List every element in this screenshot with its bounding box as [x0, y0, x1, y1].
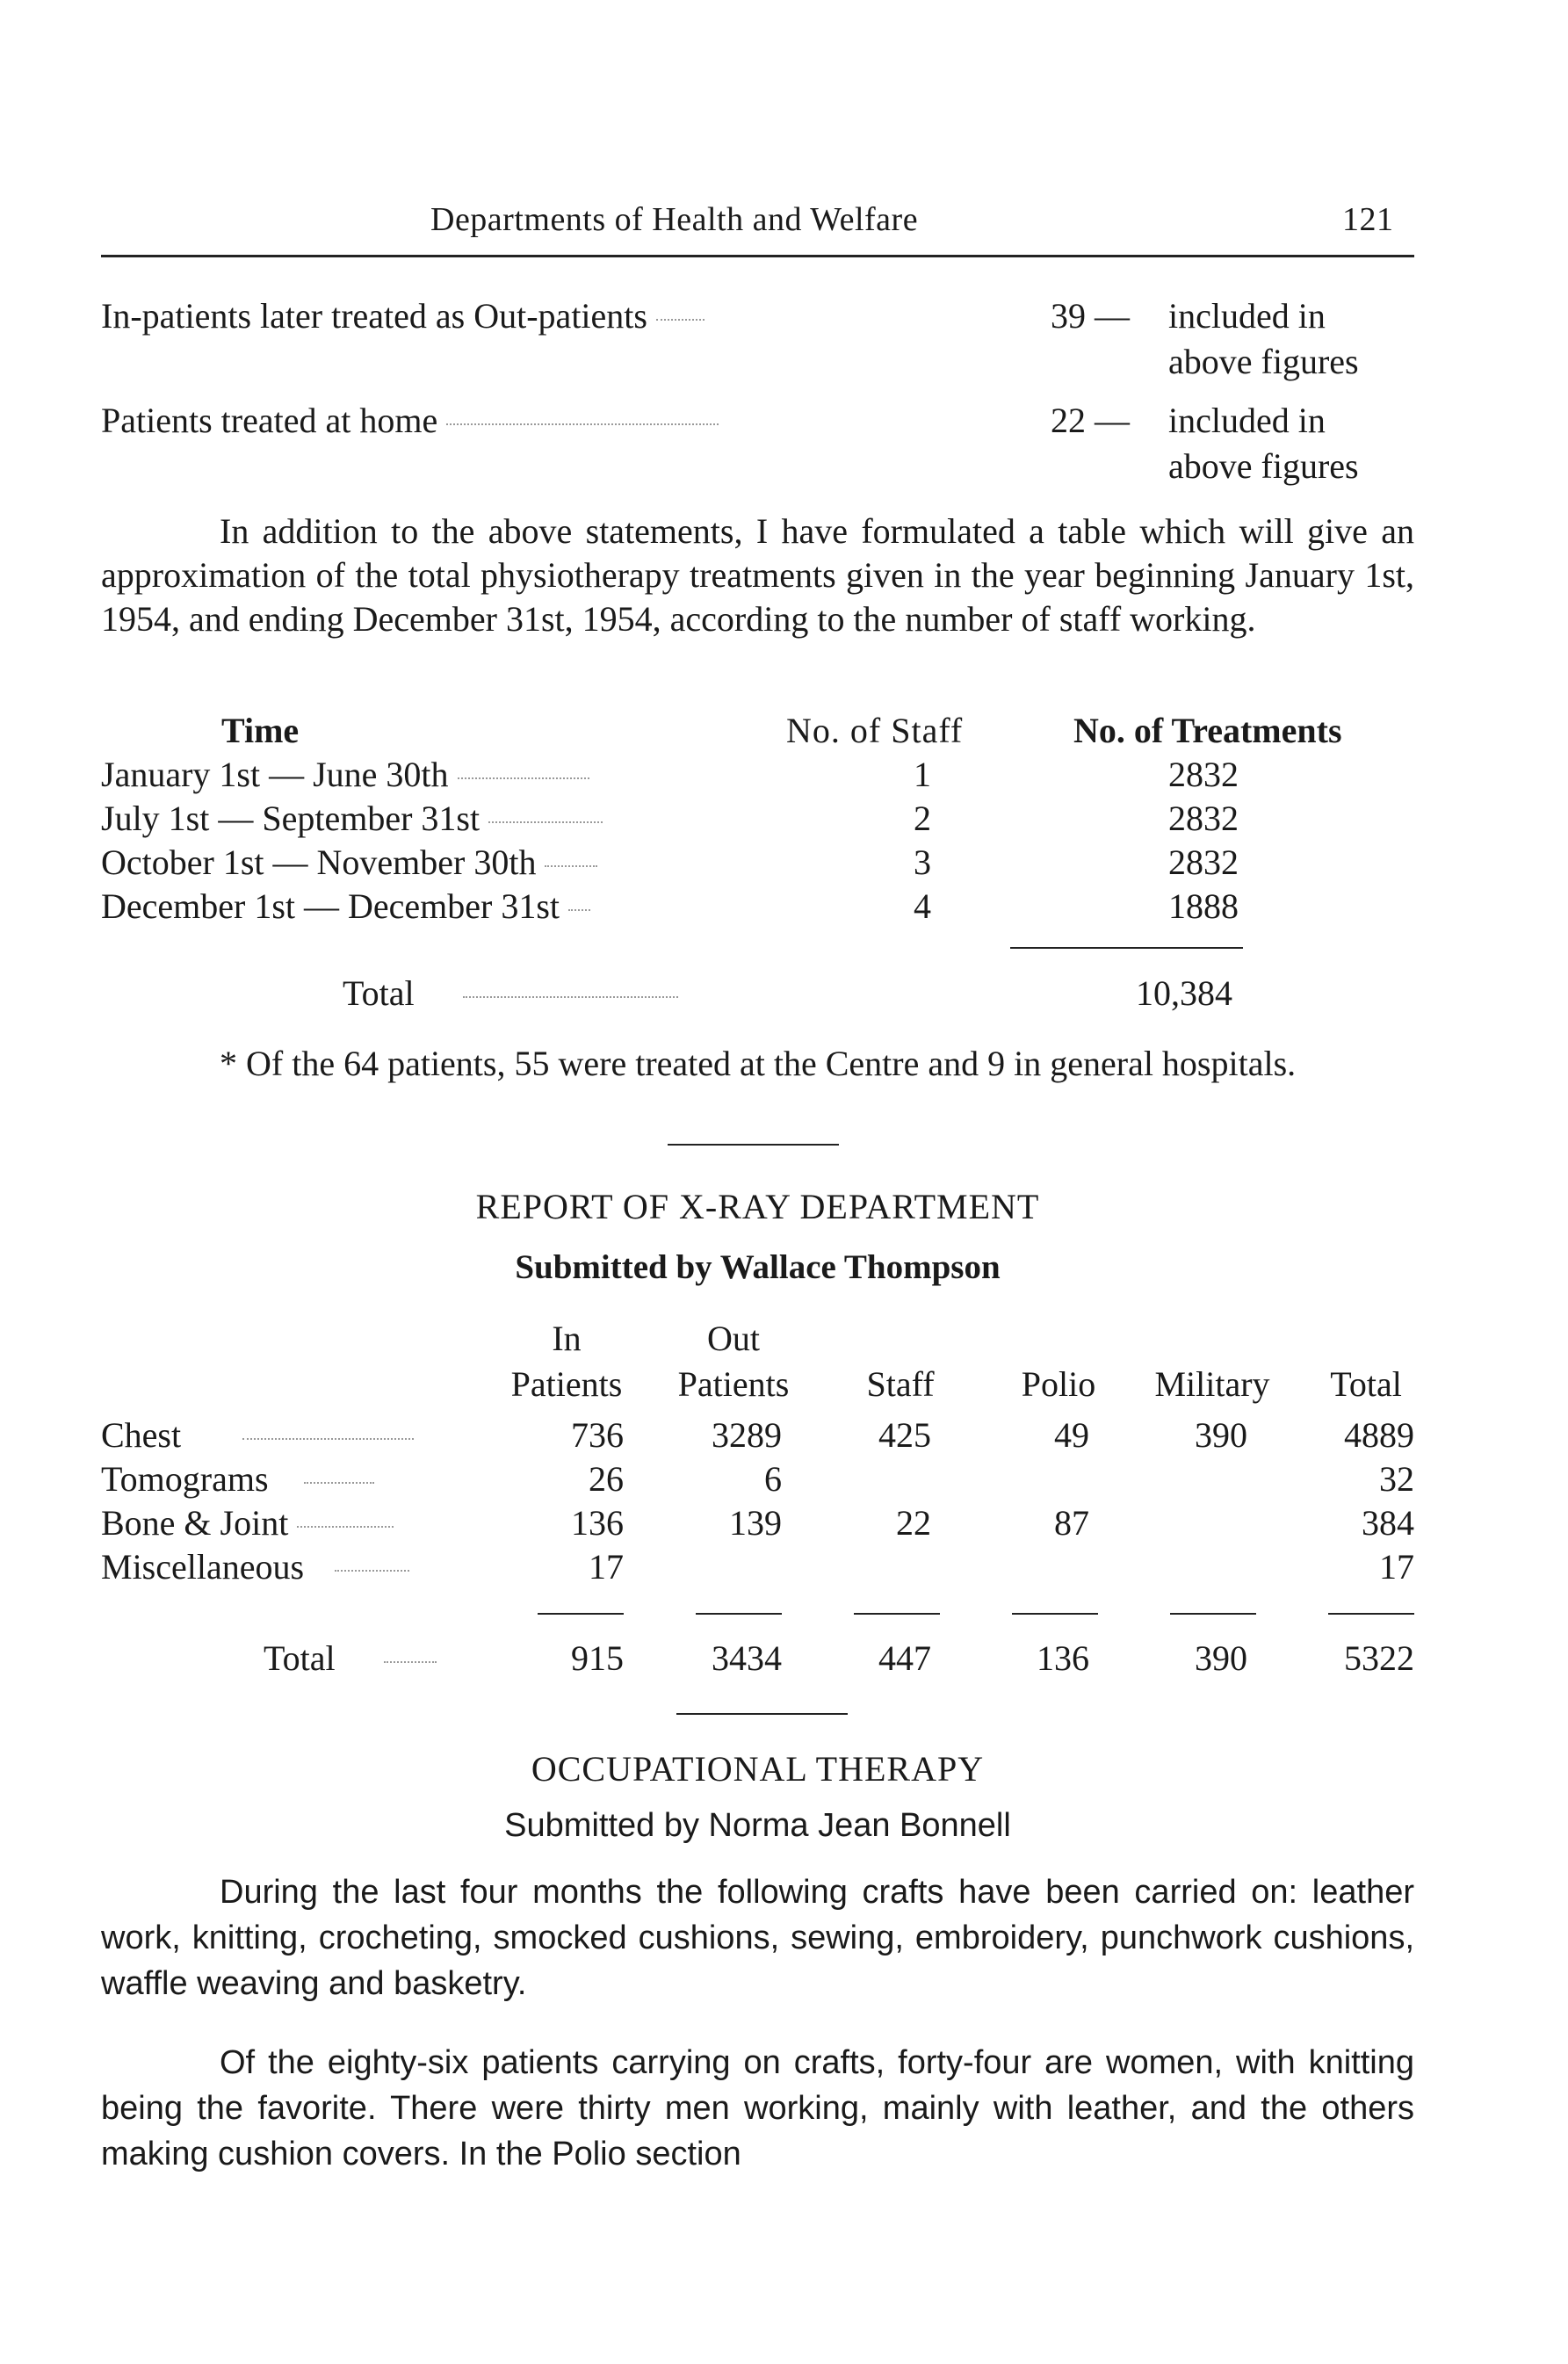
summary-note: included in	[1168, 296, 1326, 336]
ot-subtitle: Submitted by Norma Jean Bonnell	[504, 1807, 1011, 1844]
running-title: Departments of Health and Welfare	[430, 201, 919, 238]
table-row-treatments: 1888	[1168, 886, 1239, 926]
table-row-staff: 4	[914, 886, 931, 926]
total-out: 3434	[712, 1638, 782, 1678]
dot-leader	[242, 1438, 414, 1440]
total-staff: 447	[878, 1638, 931, 1678]
dot-leader	[488, 821, 603, 823]
sum-rule	[1010, 947, 1243, 949]
col-header-out: Patients	[677, 1364, 790, 1404]
table-row-staff: 3	[914, 842, 931, 882]
summary-label: In-patients later treated as Out-patients	[101, 295, 705, 336]
cell-total: 4889	[1344, 1415, 1414, 1455]
summary-label: Patients treated at home	[101, 400, 719, 441]
cell-total: 384	[1362, 1503, 1414, 1543]
intro-paragraph: In addition to the above statements, I have formulated a table which will give an approximation of the total physiotherapy treatments given in the year beginning January 1st, 1954, and ending December 31st, 1954, according to the number of staff working.	[101, 511, 1414, 639]
cell-military: 390	[1195, 1415, 1247, 1455]
cell-staff: 22	[896, 1503, 931, 1543]
table-row-label: Chest	[101, 1414, 414, 1456]
summary-count: 22 —	[1051, 401, 1130, 440]
cell-out: 3289	[712, 1415, 782, 1455]
sum-rule	[1170, 1613, 1256, 1615]
col-header-polio: Polio	[1021, 1364, 1096, 1404]
table-row-time: January 1st — June 30th	[101, 754, 589, 795]
col-header-treatments: No. of Treatments	[1073, 711, 1342, 750]
total-military: 390	[1195, 1638, 1247, 1678]
table-row-label: Bone & Joint	[101, 1502, 394, 1543]
table-row-label: Miscellaneous	[101, 1546, 409, 1587]
total-label: Total	[264, 1637, 437, 1679]
page-number: 121	[1342, 201, 1394, 238]
col-header-military: Military	[1154, 1364, 1270, 1404]
cell-in: 136	[571, 1503, 624, 1543]
total-in: 915	[571, 1638, 624, 1678]
table-row-time: July 1st — September 31st	[101, 798, 603, 839]
cell-out: 6	[764, 1459, 782, 1499]
table-row-time: October 1st — November 30th	[101, 842, 597, 883]
dot-leader	[545, 865, 597, 867]
cell-in: 26	[589, 1459, 624, 1499]
col-header-time: Time	[221, 711, 300, 750]
col-header-staff: Staff	[866, 1364, 935, 1404]
summary-note: included in	[1168, 401, 1326, 440]
col-header-out: Out	[707, 1319, 760, 1358]
cell-out: 139	[729, 1503, 782, 1543]
total-polio: 136	[1037, 1638, 1089, 1678]
col-header-total: Total	[1330, 1364, 1402, 1404]
total-label: Total	[343, 972, 678, 1014]
sum-rule	[538, 1613, 624, 1615]
cell-polio: 87	[1054, 1503, 1089, 1543]
table-row-label: Tomograms	[101, 1458, 374, 1500]
sum-rule	[696, 1613, 782, 1615]
table-row-treatments: 2832	[1168, 799, 1239, 838]
dot-leader	[384, 1661, 437, 1663]
xray-subtitle: Submitted by Wallace Thompson	[515, 1248, 1001, 1286]
dot-leader	[463, 996, 678, 998]
summary-count: 39 —	[1051, 296, 1130, 336]
total-value: 10,384	[1136, 973, 1232, 1013]
col-header-staff: No. of Staff	[786, 711, 964, 750]
cell-total: 17	[1379, 1547, 1414, 1587]
cell-in: 736	[571, 1415, 624, 1455]
cell-polio: 49	[1054, 1415, 1089, 1455]
dot-leader	[304, 1482, 374, 1484]
ot-paragraph-1: During the last four months the following crafts have been carried on: leather work, knitting, crocheting, smocked cushions, sewing, embroidery, punchwork cushions, waffle weaving and basketry.	[101, 1874, 1414, 2002]
ot-paragraph-2: Of the eighty-six patients carrying on crafts, forty-four are women, with knitting being the favorite. There were thirty men working, mainly with leather, and the others making cushion covers. In the Polio section	[101, 2044, 1414, 2172]
dot-leader	[335, 1570, 409, 1572]
table-row-time: December 1st — December 31st	[101, 886, 590, 927]
dot-leader	[446, 423, 719, 425]
sum-rule	[1328, 1613, 1414, 1615]
section-divider	[676, 1713, 848, 1715]
col-header-in: In	[552, 1319, 582, 1358]
table-row-staff: 2	[914, 799, 931, 838]
section-divider	[668, 1144, 839, 1146]
table-row-treatments: 2832	[1168, 842, 1239, 882]
dot-leader	[458, 777, 589, 779]
footnote: * Of the 64 patients, 55 were treated at the Centre and 9 in general hospitals.	[220, 1044, 1297, 1083]
sum-rule	[854, 1613, 940, 1615]
summary-note: above figures	[1168, 446, 1359, 486]
ot-title: OCCUPATIONAL THERAPY	[531, 1749, 985, 1789]
total-total: 5322	[1344, 1638, 1414, 1678]
cell-in: 17	[589, 1547, 624, 1587]
dot-leader	[297, 1526, 394, 1528]
cell-total: 32	[1379, 1459, 1414, 1499]
cell-staff: 425	[878, 1415, 931, 1455]
header-rule	[101, 255, 1414, 257]
table-row-treatments: 2832	[1168, 755, 1239, 794]
sum-rule	[1012, 1613, 1098, 1615]
summary-note: above figures	[1168, 342, 1359, 381]
xray-title: REPORT OF X-RAY DEPARTMENT	[475, 1187, 1040, 1226]
dot-leader	[568, 909, 590, 911]
dot-leader	[656, 319, 705, 321]
table-row-staff: 1	[914, 755, 931, 794]
col-header-in: Patients	[510, 1364, 623, 1404]
